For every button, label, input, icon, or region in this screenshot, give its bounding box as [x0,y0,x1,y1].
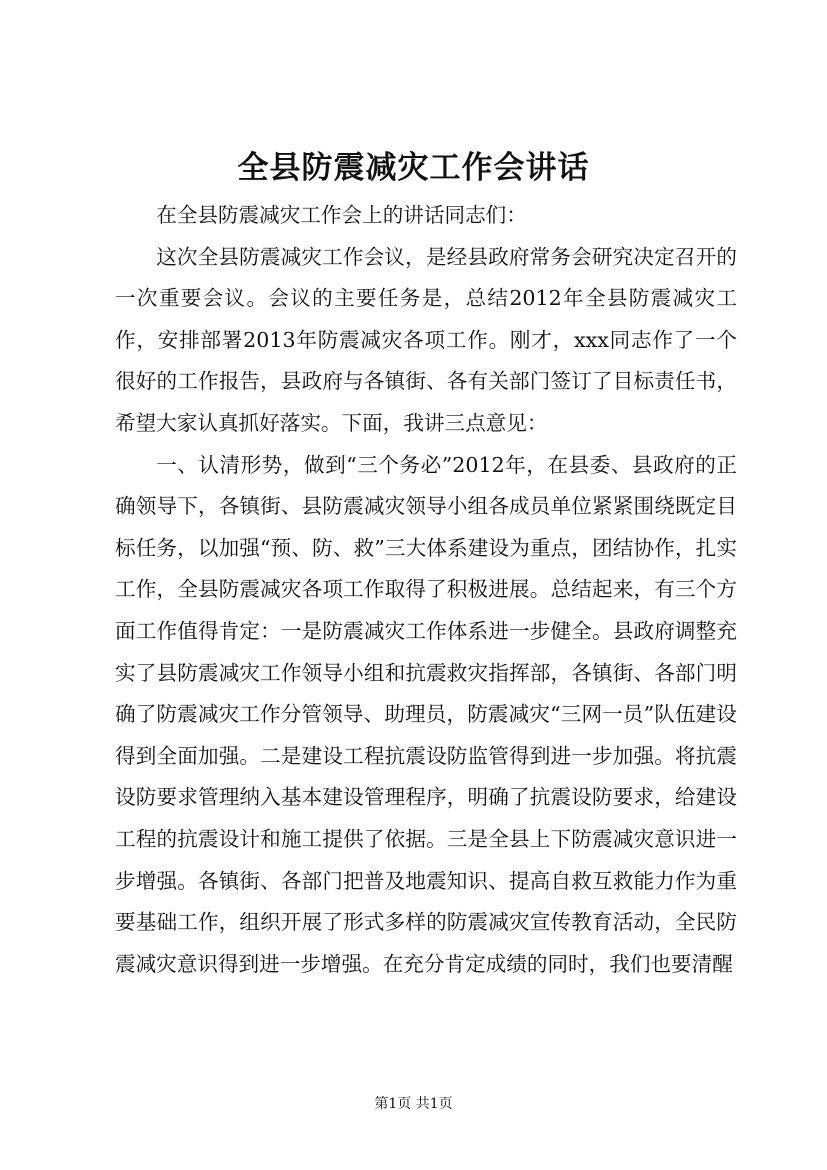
document-body [115,195,737,985]
paragraph-intro: 这次全县防震减灾工作会议，是经县政府常务会研究决定召开的一次重要会议。会议的主要任务是，总结2012年全县防震减灾工作，安排部署2013年防震减灾各项工作。刚才，xxx同志作了一个很好的工作报告，县政府与各镇街、各有关部门签订了目标责任书，希望大家认真抓好落实。下面，我讲三点意见： [115,244,737,435]
page-footer: 第1页 共1页 [374,1096,453,1112]
paragraph-section-one: 一、认清形势，做到“三个务必”2012年，在县委、县政府的正确领导下，各镇街、县防震减灾领导小组各成员单位紧紧围绕既定目标任务，以加强“预、防、救”三大体系建设为重点，团结协作，扎实工作，全县防震减灾各项工作取得了积极进展。总结起来，有三个方面工作值得肯定：一是防震减灾工作体系进一步健全。县政府调整充实了县防震减灾工作领导小组和抗震救灾指挥部，各镇街、各部门明确了防震减灾工作分管领导、助理员，防震减灾“三网一员”队伍建设得到全面加强。二是建设工程抗震设防监管得到进一步加强。将抗震设防要求管理纳入基本建设管理程序，明确了抗震设防要求，给建设工程的抗震设计和施工提供了依据。三是全县上下防震减灾意识进一步增强。各镇街、各部门把普及地震知识、提高自救互救能力作为重要基础工作，组织开展了形式多样的防震减灾宣传教育活动，全民防震减灾意识得到进一步增强。在充分肯定成绩的同时，我们也要清醒 [115,452,737,976]
paragraph-greeting: 在全县防震减灾工作会上的讲话同志们： [156,203,527,227]
document-title: 全县防震减灾工作会讲话 [237,150,590,186]
